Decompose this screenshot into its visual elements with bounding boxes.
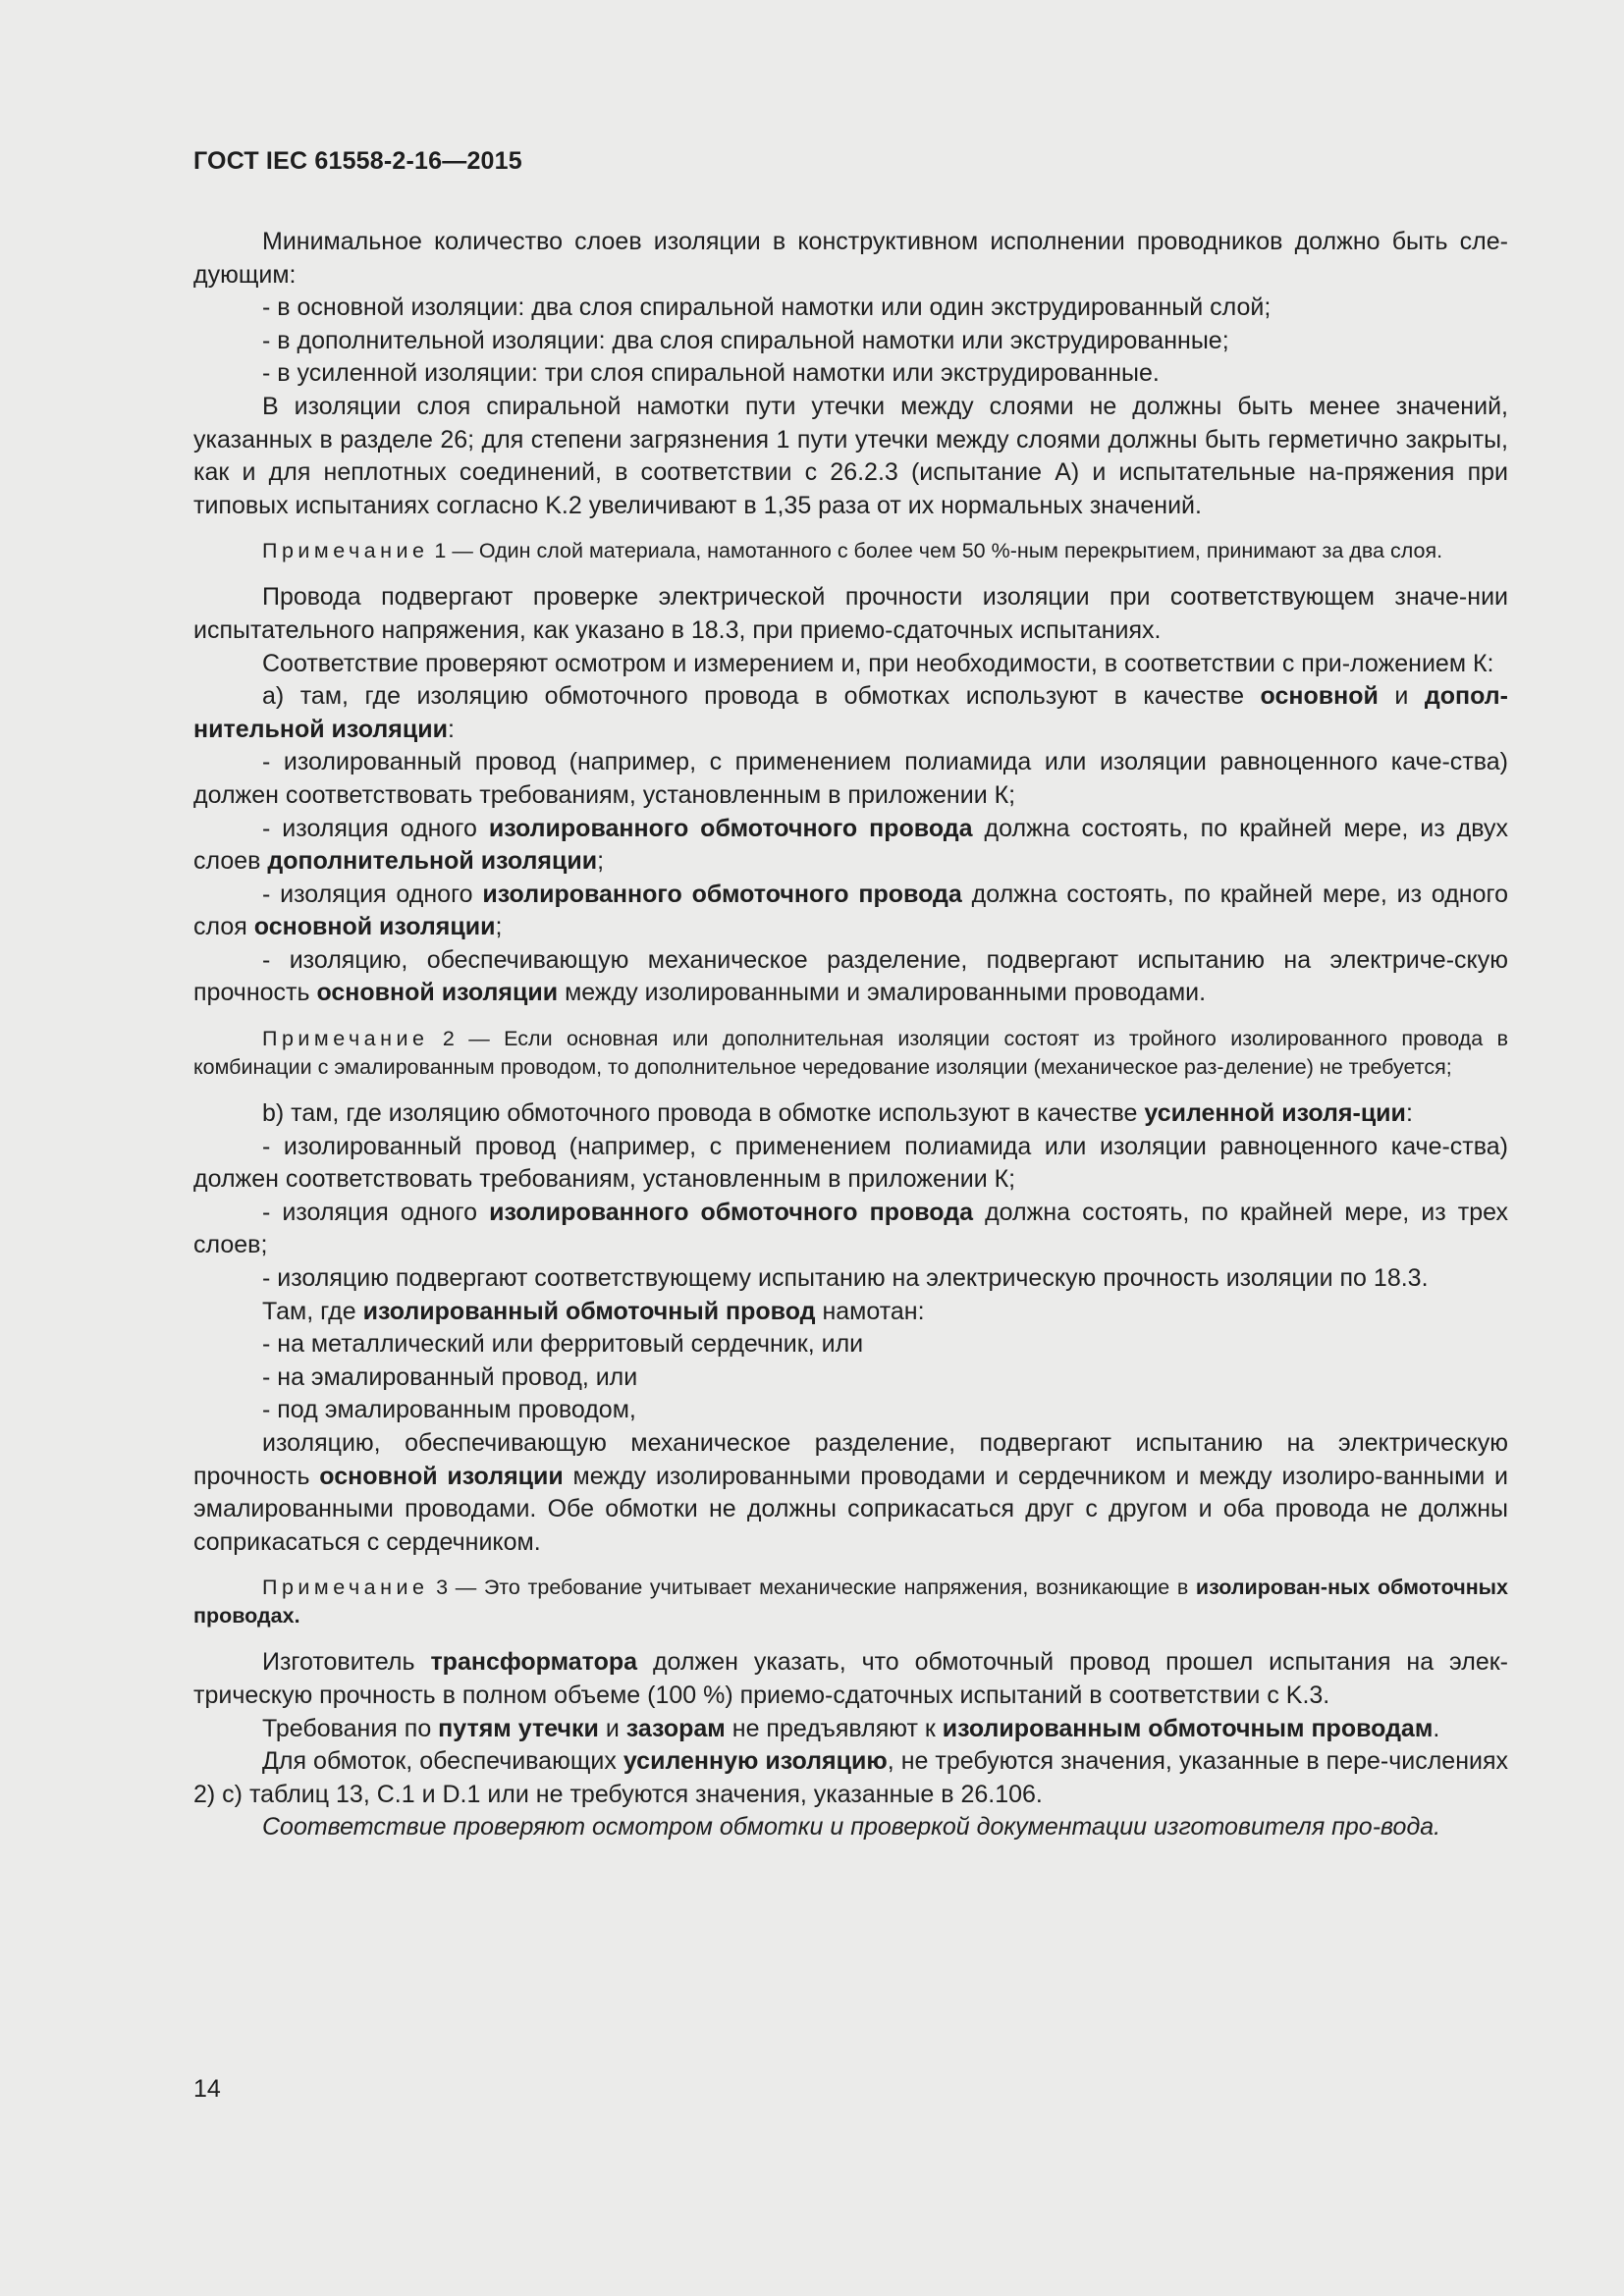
list-item [193,292,1508,325]
bold-term: основной изоляции [319,1462,564,1490]
text-run: и [598,1714,626,1742]
note-label: Примечание [262,539,429,563]
bold-term: изолирован-ных обмоточных проводах. [193,1575,1508,1629]
clause-a [193,680,1508,746]
list-item [193,357,1508,391]
bold-term: допол-нительной изоляции [193,682,1508,743]
text-run: - в дополнительной изоляции: два слоя спиральной намотки или экструдированные; [262,326,1229,354]
paragraph [193,648,1508,681]
text-run: - изоляция одного [262,814,489,842]
text-run: - изоляция одного [262,1198,490,1226]
paragraph [193,226,1508,292]
text-run: ; [495,913,503,941]
paragraph [193,1646,1508,1712]
list-item [193,1131,1508,1197]
text-run: должна состоять, по крайней мере, из одного слоя [193,880,1508,941]
text-run: и [1378,682,1425,711]
note-label: Примечание [262,1575,429,1600]
bold-term: усиленную изоляцию [623,1747,888,1776]
text-run: : [447,715,455,743]
text-run: 3 — Это требование учитывает механические напряжения, возникающие в [428,1575,1196,1600]
text-run: ; [597,847,605,876]
text-run: - в усиленной изоляции: три слоя спиральной намотки или экструдированные. [262,359,1160,388]
list-item [193,1262,1508,1296]
paragraph [193,1427,1508,1559]
compliance-statement [193,1811,1508,1844]
bold-term: изолированного обмоточного провода [482,880,962,908]
document-header: ГОСТ IEC 61558-2-16—2015 [193,147,522,175]
text-run: - на эмалированный провод, или [262,1362,638,1391]
list-item [193,1362,1508,1395]
list-item [193,1197,1508,1262]
note-label: Примечание [262,1027,429,1051]
text-run: , не требуются значения, указанные в пере-числениях 2) c) таблиц 13, С.1 и D.1 или не требуются значения, указанные в 26.106. [193,1747,1509,1808]
text-run: изоляцию, обеспечивающую механическое разделение, подвергают испытанию на электрическую прочность [193,1429,1508,1490]
document-body [193,226,1508,1844]
bold-term: основной изоляции [316,979,559,1007]
list-item [193,325,1508,358]
bold-term: основной [1260,682,1379,711]
text-run: - изоляцию подвергают соответствующему испытанию на электрическую прочность изоляции по 18.3. [262,1264,1429,1293]
text-run: b) там, где изоляцию обмоточного провода в обмотке используют в качестве [262,1099,1145,1128]
text-run: не предъявляют к [725,1714,943,1742]
list-item [193,1394,1508,1427]
paragraph [193,391,1508,522]
text-run: намотан: [815,1297,925,1325]
text-run: 2 — Если основная или дополнительная изоляции состоят из тройного изолированного провода в комбинации с эмалированным проводом, то дополнительное чередование изоляции (механическое раз-деление) не требуется; [193,1027,1508,1080]
list-item [193,813,1508,879]
text-run: - на металлический или ферритовый сердечник, или [262,1330,864,1359]
list-item [193,944,1508,1010]
text-run: - в основной изоляции: два слоя спиральной намотки или один экструдированный слой; [262,294,1272,322]
text-run: между изолированными проводами и сердечником и между изолиро-ванными и эмалированными проводами. Обе обмотки не должны соприкасаться друг с другом и оба провода не должны соприкасаться с сердечником. [193,1462,1508,1556]
paragraph [193,1745,1508,1811]
text-run: - изоляцию, обеспечивающую механическое разделение, подвергают испытанию на электриче-скую прочность [193,945,1508,1007]
paragraph [193,1713,1508,1746]
list-item [193,1328,1508,1362]
paragraph [193,581,1508,647]
text-run: Изготовитель [262,1648,431,1677]
bold-term: изолированного обмоточного провода [489,1198,974,1226]
bold-term: изолированного обмоточного провода [488,814,973,842]
bold-term: изолированный обмоточный провод [362,1297,816,1325]
text-run: Там, где [262,1297,363,1325]
text-run: Минимальное количество слоев изоляции в конструктивном исполнении проводников должно быть сле-дующим: [193,228,1508,289]
text-run: между изолированными и эмалированными проводами. [558,979,1207,1007]
clause-b [193,1097,1508,1131]
text-run: a) там, где изоляцию обмоточного провода в обмотках используют в качестве [262,682,1261,711]
text-run: В изоляции слоя спиральной намотки пути утечки между слоями не должны быть менее значений, указанных в разделе 26; для степени загрязнения 1 пути утечки между слоями должны быть герметично закрыты, как и для неплотных соединений, в соответствии с 26.2.3 (испытание А) и испытательные на-пряжения при типовых испытаниях согласно K.2 увеличивают в 1,35 раза от их нормальных значений. [193,392,1508,519]
text-run: должна состоять, по крайней мере, из двух слоев [193,814,1508,876]
bold-term: дополнительной изоляции [267,847,598,876]
text-run: Требования по [262,1714,439,1742]
text-run: должна состоять, по крайней мере, из трех слоев; [193,1198,1508,1259]
bold-term: трансформатора [430,1648,638,1677]
bold-term: путям утечки [438,1714,599,1742]
text-run: : [1405,1099,1413,1128]
bold-term: зазорам [625,1714,726,1742]
note-2 [193,1025,1508,1082]
text-run: Для обмоток, обеспечивающих [262,1747,623,1776]
text-run: Соответствие проверяют осмотром и измерением и, при необходимости, в соответствии с при-ложением К: [262,649,1494,677]
bold-term: усиленной изоля-ции [1144,1099,1406,1128]
text-run: - изолированный провод (например, с применением полиамида или изоляции равноценного каче-ства) должен соответствовать требованиям, установленным в приложении К; [193,1132,1508,1194]
text-run: 1 — Один слой материала, намотанного с более чем 50 %-ным перекрытием, принимают за два слоя. [428,539,1443,563]
note-1 [193,537,1508,565]
paragraph [193,1296,1508,1329]
text-run: Соответствие проверяют осмотром обмотки и проверкой документации изготовителя про-вода. [262,1813,1441,1842]
text-run: Провода подвергают проверке электрической прочности изоляции при соответствующем значе-нии испытательного напряжения, как указано в 18.3, при приемо-сдаточных испытаниях. [193,583,1508,644]
bold-term: изолированным обмоточным проводам [942,1714,1434,1742]
text-run: должен указать, что обмоточный провод прошел испытания на элек-трическую прочность в полном объеме (100 %) приемо-сдаточных испытаний в соответствии с K.3. [193,1648,1508,1709]
text-run: - изоляция одного [262,880,483,908]
page-number: 14 [193,2075,221,2103]
list-item [193,879,1508,944]
list-item [193,746,1508,812]
text-run: . [1433,1714,1440,1742]
text-run: - изолированный провод (например, с применением полиамида или изоляции равноценного каче-ства) должен соответствовать требованиям, установленным в приложении К; [193,748,1508,809]
bold-term: основной изоляции [253,913,496,941]
text-run: - под эмалированным проводом, [262,1396,636,1424]
note-3 [193,1574,1508,1630]
